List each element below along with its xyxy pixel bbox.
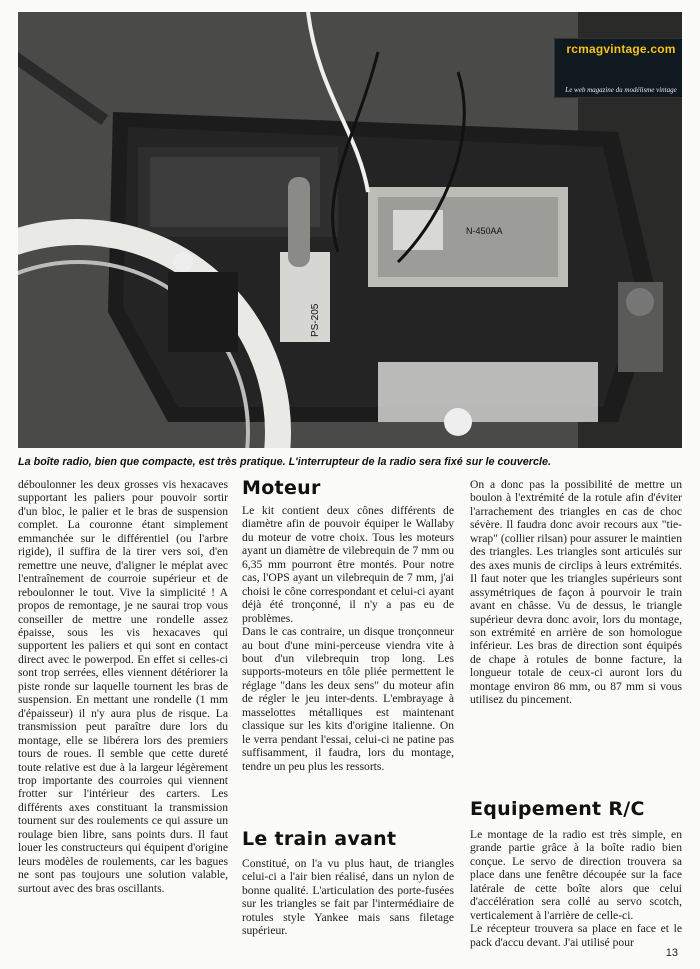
- radio-box-photo: [18, 12, 682, 448]
- col3-paragraph-1: On a donc pas la possibilité de mettre un boulon à l'extrémité de la rotule afin d'éviter l'arrachement des triangles en cas de choc sévère. Il faudra donc avoir recours aux "tie-wrap" (collier rilsan) pour assurer le maintien des triangles. Les triangles sont articulés sur des axes munis de circlips à leurs extrémités. Il faut noter que les triangles supérieurs sont assymétriques de façon à pourvoir le train avant en châsse. Vu de dessus, le triangle supérieur devra donc avoir, lors du montage, son extrémité en arrière de son homologue inférieur. Les bras de direction sont équipés de chape à rotules de bonne facture, la longueur totale de ceux-ci auront lors du montage environ 86 mm, ou 87 mm si vous utilisez du pincement.: [470, 478, 682, 707]
- photo-caption: La boîte radio, bien que compacte, est très pratique. L'interrupteur de la radio sera fixé sur le couvercle.: [18, 456, 551, 468]
- heading-equipement-rc: Equipement R/C: [470, 798, 645, 820]
- col3-paragraph-2: Le montage de la radio est très simple, en grande partie grâce à la boîte radio bien conçue. Le servo de direction trouvera sa place dans une fenêtre découpée sur la face latérale de cette boîte alors que celui d'accélération sera collé au servo scotch, verticalement à l'arrière de celle-ci.: [470, 828, 682, 922]
- col2-paragraph-3: Constitué, on l'a vu plus haut, de triangles celui-ci a l'air bien réalisé, dans un nylon de bonne qualité. L'articulation des porte-fusées sur les triangles se fait par l'intermédiaire de rotules style Yankee mais sans filetage supérieur.: [242, 857, 454, 938]
- battery-label-text: N-450AA: [466, 226, 503, 236]
- page-number: 13: [665, 947, 678, 959]
- servo-label-text: PS-205: [310, 303, 321, 337]
- heading-train-avant: Le train avant: [242, 828, 397, 850]
- logo-title: rcmagvintage.com: [566, 42, 676, 56]
- column-2-top: [242, 504, 454, 773]
- logo-subtitle: Le web magazine du modélisme vintage: [565, 86, 677, 94]
- heading-moteur: Moteur: [242, 477, 321, 499]
- column-3-bottom: [470, 828, 682, 949]
- column-3-top: [470, 478, 682, 707]
- col3-paragraph-3: Le récepteur trouvera sa place en face et le pack d'accu devant. J'ai utilisé pour: [470, 922, 682, 949]
- column-2-bottom: [242, 857, 454, 938]
- col2-paragraph-2: Dans le cas contraire, un disque tronçonneur au bout d'une mini-perceuse viendra vite à bout d'un vilebrequin trop long. Les supports-moteurs en tôle pliée permettent le réglage "dans les deux sens" du moteur afin de régler le jeu inter-dents. L'embrayage à masselottes métalliques est maintenant classique sur les kits d'origine italienne. On le verra pendant l'essai, celui-ci ne patine pas suffisamment, il faudra, lors du montage, tendre un peu plus les ressorts.: [242, 625, 454, 773]
- column-1: [18, 478, 228, 895]
- rcmagvintage-logo[interactable]: [554, 38, 682, 98]
- col1-paragraph: déboulonner les deux grosses vis hexacaves supportant les paliers pour pouvoir sortir d'un bloc, le palier et le bras de suspension complet. La couronne étant simplement emmanchée sur le différentiel (ou l'arbre rigide), il suffira de la tirer vers soi, d'en remettre une neuve, d'aligner le méplat avec l'entraînement de courroie supérieur et de reboulonner le tout. Vive la simplicité ! A propos de remontage, je ne saurai trop vous conseiller de mettre une rondelle assez épaisse, sous les vis hexacaves qui supportent les paliers et qui sont en contact direct avec le powerpod. En effet si celles-ci sont trop serrées, elles viennent détériorer la piste ronde sur laquelle tournent les bras de suspension. En mettant une rondelle (1 mm d'épaisseur) il n'y aura plus de risque. La transmission peut paraître dure lors du montage, elle se libérera lors des premiers tours de roues. Il semble que cette dureté toute relative est due à la largeur légèrement trop importante des courroies qui viennent frotter sur l'intérieur des carters. Les différents axes constituant la transmission tournent sur des roulements ce qui assure un roulage bien libre, sans points durs. Il faut louer les constructeurs qui équipent d'origine leurs modèles de roulements, car les bagues ne sont pas toujours une solution valable, surtout avec des bras oscillants.: [18, 478, 228, 895]
- col2-paragraph-1: Le kit contient deux cônes différents de diamètre afin de pouvoir équiper le Wallaby du moteur de votre choix. Tous les moteurs ayant un diamètre de vilebrequin de 7 mm ou 6,35 mm pourront être montés. Pour notre cas, l'OPS ayant un vilebrequin de 7 mm, j'ai choisi le cône correspondant et celui-ci ayant déjà été tronçonné, il n'y a pas eu de problèmes.: [242, 504, 454, 625]
